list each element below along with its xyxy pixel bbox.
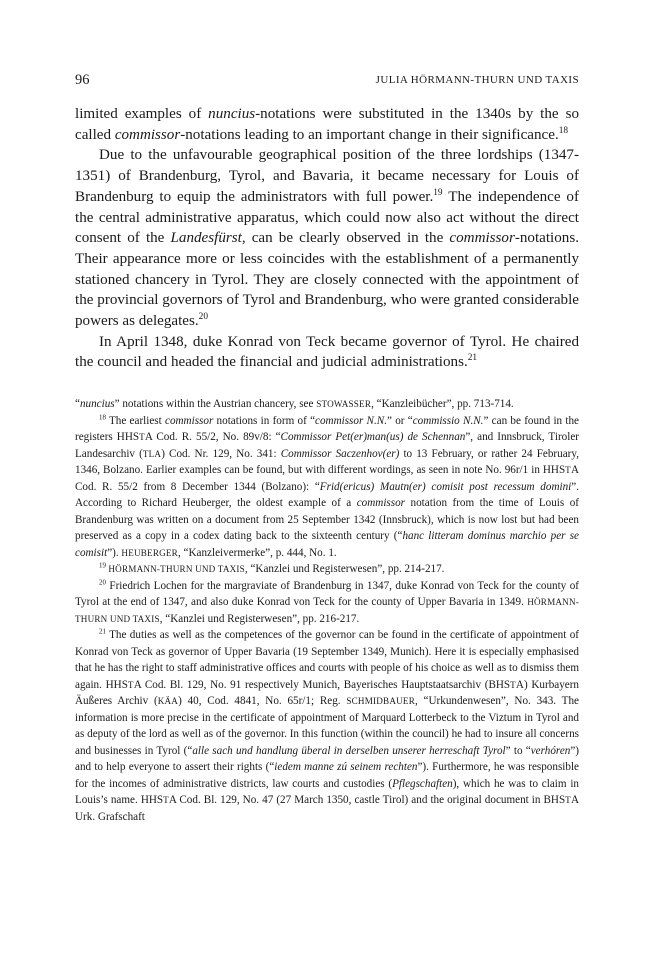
footnote-ref-18: 18	[558, 125, 569, 136]
footnote-ref-20: 20	[198, 312, 208, 322]
main-text	[75, 104, 579, 373]
running-title: JULIA HÖRMANN-THURN UND TAXIS	[375, 74, 579, 86]
footnote-number: 20	[99, 578, 106, 586]
footnote-ref-19: 19	[433, 187, 443, 198]
paragraph-3: In April 1348, duke Konrad von Teck became governor of Tyrol. He chaired the council and headed the financial and judicial administrations.$^{21}$	[75, 333, 579, 371]
running-header	[75, 72, 579, 88]
footnote-number: 18	[99, 413, 106, 421]
paragraph-1: limited examples of nuncius-notations were substituted in the 1340s by the so called commissor-notations leading to an important change in their significance.$^{18}$	[75, 106, 579, 143]
footnote-19: $^{19}$ HÖRMANN-THURN UND TAXIS, “Kanzlei und Registerwesen”, pp. 214-217.	[99, 562, 445, 575]
footnote-number: 19	[99, 562, 106, 570]
footnote-20: $^{20}$ Friedrich Lochen for the margraviate of Brandenburg in 1347, duke Konrad von Teck for the county of Tyrol at the end of 1347, and also duke Konrad von Teck for the county of Upper Bavaria in 1349. HÖRMANN-THURN UND TAXIS, “Kanzlei und Registerwesen”, pp. 216-217.	[75, 578, 579, 625]
footnotes	[75, 396, 579, 825]
footnote-continued: “nuncius” notations within the Austrian chancery, see STOWASSER, “Kanzleibücher”, pp. 713-714.	[75, 398, 514, 410]
page-number: 96	[75, 72, 90, 88]
footnote-number: 21	[99, 628, 106, 636]
footnote-ref-21: 21	[467, 353, 478, 364]
footnote-21: $^{21}$ The duties as well as the competences of the governor can be found in the certificate of appointment of Konrad von Teck as governor of Upper Bavaria (19 September 1349, Munich). Here it is especially emphasised that he has the right to staff administrative offices and courts with people of his choice as well as to dismiss them again. HHSTA Cod. Bl. 129, No. 91 respectively Munich, Bayerisches Hauptstaatsarchiv (BHSTA) Kurbayern Äußeres Archiv (KÄA) 40, Cod. 4841, No. 65r/1; Reg. SCHMIDBAUER, “Urkundenwesen”, No. 343. The information is more precise in the certificate of appointment of Marquard Lotterbeck to the Viztum in Tyrol and as deputy of the lord as well as of the governor. In this function (within the council) he had to insure all concerns and businesses in Tyrol (“alle sach und handlung überal in derselben unserer herreschaft Tyrol” to “verhóren”) and to help everyone to assert their rights (“iedem manne zú seinem rechten”). Furthermore, he was responsible for the incomes of administrative districts, law courts and custodies (Pflegschaften), which he was to claim in Louis’s name. HHSTA Cod. Bl. 129, No. 47 (27 March 1350, castle Tirol) and the original document in BHSTA Urk. Grafschaft	[75, 628, 579, 823]
paragraph-2: Due to the unfavourable geographical position of the three lordships (1347-1351) of Brandenburg, Tyrol, and Bavaria, it became necessary for Louis of Brandenburg to equip the administrators with full power.$^{19}$ The independence of the central administrative apparatus, which could now also act without the direct consent of the Landesfürst, can be clearly observed in the commissor-notations. Their appearance more or less coincides with the establishment of a permanently stationed chancery in Tyrol. They are closely connected with the appointment of the provincial governors of Tyrol and Brandenburg, who were granted considerable powers as delegates.$^{20}$	[75, 147, 580, 330]
footnote-18: $^{18}$ The earliest commissor notations in form of “commissor N.N.” or “commissio N.N.” can be found in the registers HHSTA Cod. R. 55/2, No. 89v/8: “Commissor Pet(er)man(us) de Schennan”, and Innsbruck, Tiroler Landesarchiv (TLA) Cod. Nr. 129, No. 341: Commissor Saczenhov(er) to 13 February, or rather 24 February, 1346, Bolzano. Earlier examples can be found, but with different wordings, as seen in note No. 96r/1 in HHSTA Cod. R. 55/2 from 8 December 1344 (Bolzano): “Frid(ericus) Mautn(er) comisit post recessum domini”. According to Richard Heuberger, the oldest example of a commissor notation from the time of Louis of Brandenburg was written on a document from 25 September 1342 (Innsbruck), which is now lost but had been preserved as a copy in a codex dating back to the sixteenth century (“hanc litteram dominus marchio per se comisit”). HEUBERGER, “Kanzleivermerke”, p. 444, No. 1.	[75, 413, 579, 559]
